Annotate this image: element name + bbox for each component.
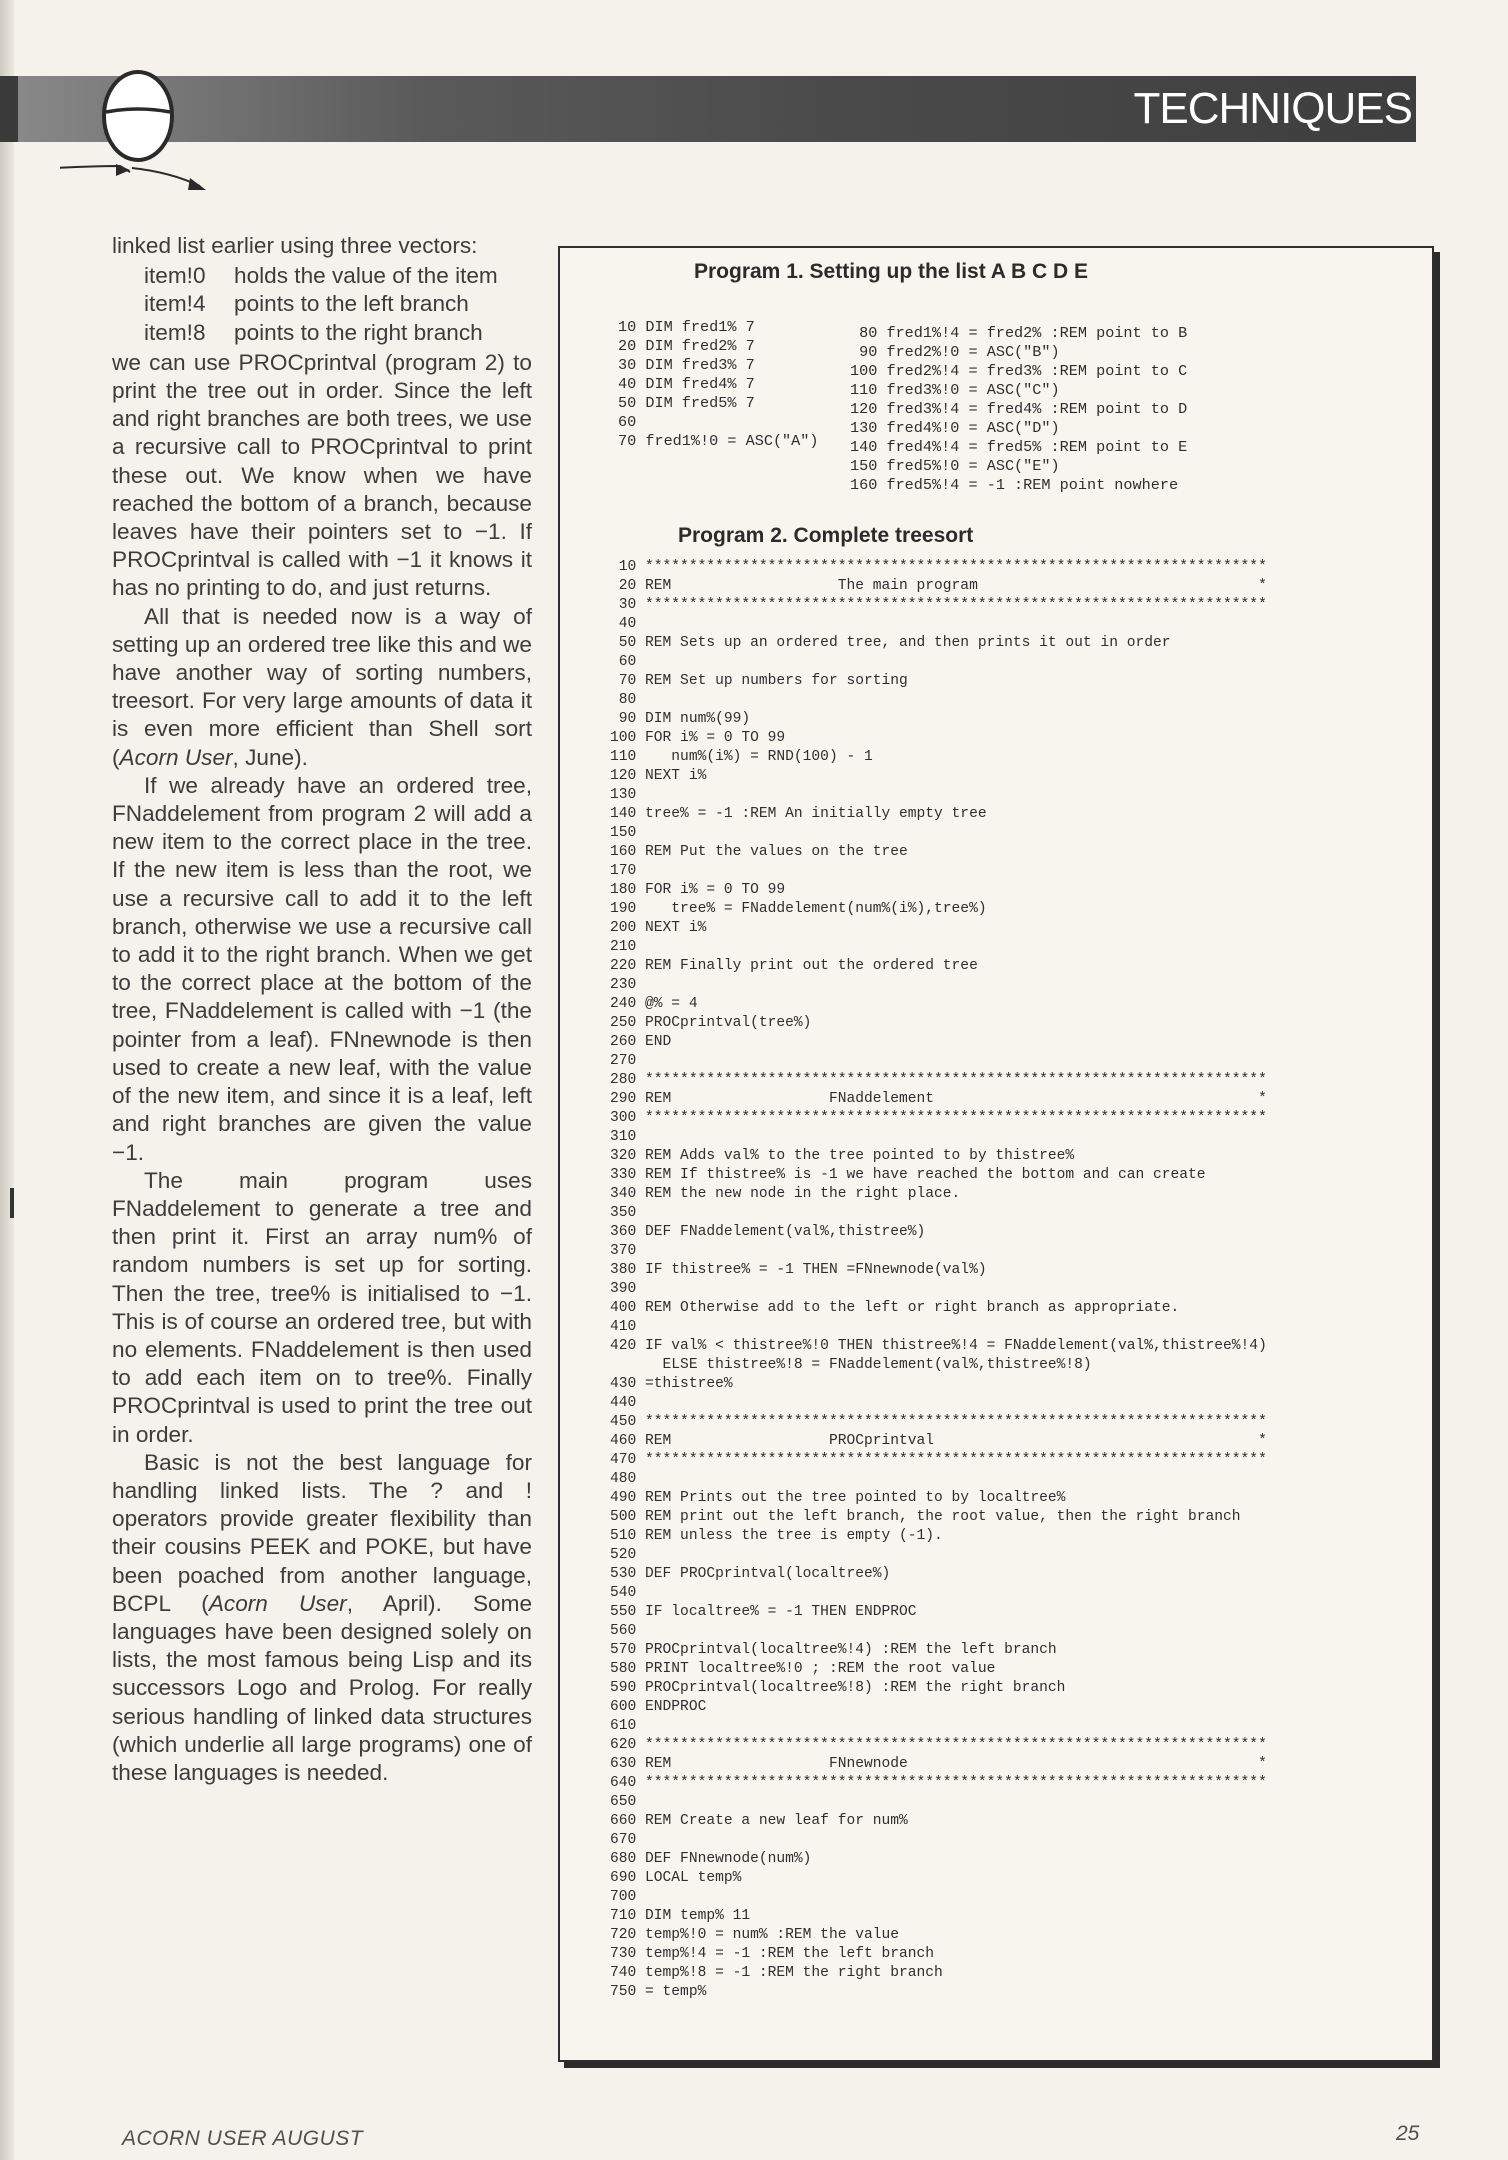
code-line: 20 DIM fred2% 7 [618,337,755,355]
code-line: 110 num%(i%) = RND(100) - 1 [610,749,873,765]
code-line: 440 [610,1395,637,1411]
code-line: 450 *********************************************************************** [610,1414,1267,1430]
code-line: 50 DIM fred5% 7 [618,394,755,412]
code-line: 620 *********************************************************************** [610,1737,1267,1753]
code-line: 690 LOCAL temp% [610,1870,742,1886]
list-item [112,262,532,290]
code-line: 570 PROCprintval(localtree%!4) :REM the left branch [610,1642,1057,1658]
item-key: item!4 [144,291,206,317]
code-line: 730 temp%!4 = -1 :REM the left branch [610,1946,935,1962]
code-line: 410 [610,1319,637,1335]
paragraph: we can use PROCprintval (program 2) to print the tree out in order. Since the left and right branches are both trees, we use a recursive call to PROCprintval to print these out. We know when we have reached the bottom of a branch, because leaves have their pointers set to −1. If PROCprintval is called with −1 it knows it has no printing to do, and just returns. [112,349,532,601]
code-line: 260 END [610,1034,672,1050]
code-line: 40 DIM fred4% 7 [618,375,755,393]
code-line: ELSE thistree%!8 = FNaddelement(val%,thistree%!8) [610,1357,1092,1373]
code-line: 210 [610,939,637,955]
list-item [112,319,532,347]
code-line: 270 [610,1053,637,1069]
code-line: 340 REM the new node in the right place. [610,1186,961,1202]
code-line: 720 temp%!0 = num% :REM the value [610,1927,900,1943]
paragraph-text: , June). [232,744,308,770]
code-line: 120 fred3%!4 = fred4% :REM point to D [850,400,1188,418]
code-line: 290 REM FNaddelement * [610,1091,1267,1107]
code-line: 90 DIM num%(99) [610,711,751,727]
code-line: 190 tree% = FNaddelement(num%(i%),tree%) [610,901,987,917]
code-line: 60 [618,413,637,431]
code-line: 550 IF localtree% = -1 THEN ENDPROC [610,1604,917,1620]
code-line: 350 [610,1205,637,1221]
program1-code-right [850,324,1187,495]
code-line: 590 PROCprintval(localtree%!8) :REM the right branch [610,1680,1066,1696]
code-line: 380 IF thistree% = -1 THEN =FNnewnode(val%) [610,1262,987,1278]
code-line: 160 REM Put the values on the tree [610,844,908,860]
code-line: 130 fred4%!0 = ASC("D") [850,419,1060,437]
code-line: 670 [610,1832,637,1848]
code-line: 70 fred1%!0 = ASC("A") [618,432,819,450]
code-line: 40 [610,616,637,632]
vector-list [112,262,532,347]
paragraph [112,603,532,772]
code-line: 480 [610,1471,637,1487]
code-line: 510 REM unless the tree is empty (-1). [610,1528,943,1544]
code-line: 140 fred4%!4 = fred5% :REM point to E [850,438,1188,456]
paragraph: The main program uses FNaddelement to generate a tree and then print it. First an array num% of random numbers is set up for sorting. Then the tree, tree% is initialised to −1. This is of course an ordered tree, but with no elements. FNaddelement is then used to add each item on to tree%. Finally PROCprintval is used to print the tree out in order. [112,1167,532,1447]
code-line: 30 DIM fred3% 7 [618,356,755,374]
egg-logo-icon [60,60,220,200]
code-line: 740 temp%!8 = -1 :REM the right branch [610,1965,943,1981]
code-line: 650 [610,1794,637,1810]
item-desc: points to the right branch [234,319,483,345]
code-line: 420 IF val% < thistree%!0 THEN thistree%!4 = FNaddelement(val%,thistree%!4) [610,1338,1267,1354]
code-line: 700 [610,1889,637,1905]
program2-title: Program 2. Complete treesort [678,524,974,547]
code-line: 640 *********************************************************************** [610,1775,1267,1791]
code-line: 240 @% = 4 [610,996,698,1012]
code-line: 560 [610,1623,637,1639]
code-line: 630 REM FNnewnode * [610,1756,1267,1772]
code-line: 150 fred5%!0 = ASC("E") [850,457,1060,475]
intro-line: linked list earlier using three vectors: [112,233,478,258]
program-listing-box [558,246,1434,2062]
paragraph-text: , April). Some languages have been designed solely on lists, the most famous being Lisp and its successors Logo and Prolog. For really serious handling of linked data structures (which underlie all large programs) one of these languages is needed. [112,1590,533,1785]
article-body [112,232,532,1787]
code-line: 10 DIM fred1% 7 [618,318,755,336]
code-line: 100 fred2%!4 = fred3% :REM point to C [850,362,1188,380]
code-line: 180 FOR i% = 0 TO 99 [610,882,786,898]
code-line: 470 *********************************************************************** [610,1452,1267,1468]
code-line: 400 REM Otherwise add to the left or right branch as appropriate. [610,1300,1180,1316]
code-line: 100 FOR i% = 0 TO 99 [610,730,786,746]
paragraph [112,1449,532,1787]
item-key: item!0 [144,263,206,289]
item-key: item!8 [144,319,206,345]
code-line: 200 NEXT i% [610,920,707,936]
code-line: 20 REM The main program * [610,578,1267,594]
code-line: 30 *********************************************************************** [610,597,1267,613]
code-line: 660 REM Create a new leaf for num% [610,1813,908,1829]
program1-code-left [618,318,819,451]
page-gutter-shadow [0,0,14,2160]
code-line: 610 [610,1718,637,1734]
paragraph: If we already have an ordered tree, FNaddelement from program 2 will add a new item to the correct place in the tree. If the new item is less than the root, we use a recursive call to add it to the left branch, otherwise we use a recursive call to add it to the right branch. When we get to the correct place at the bottom of the tree, FNaddelement is called with −1 (the pointer from a leaf). FNnewnode is then used to create a new leaf, with the value of the new item, and since it is a leaf, left and right branches are given the value −1. [112,772,532,1165]
code-line: 250 PROCprintval(tree%) [610,1015,812,1031]
code-line: 50 REM Sets up an ordered tree, and then prints it out in order [610,635,1171,651]
program1-title: Program 1. Setting up the list A B C D E [694,260,1088,283]
code-line: 360 DEF FNaddelement(val%,thistree%) [610,1224,926,1240]
code-line: 130 [610,787,637,803]
paragraph-text: Basic is not the best language for handling linked lists. The ? and ! operators provide greater flexibility than their cousins PEEK and POKE, but have been poached from another language, BCPL ( [112,1449,532,1616]
code-line: 280 *********************************************************************** [610,1072,1267,1088]
code-line: 330 REM If thistree% is -1 we have reached the bottom and can create [610,1167,1206,1183]
code-line: 120 NEXT i% [610,768,707,784]
code-line: 170 [610,863,637,879]
code-line: 220 REM Finally print out the ordered tree [610,958,978,974]
binding-mark [10,1188,14,1218]
code-line: 750 = temp% [610,1984,707,2000]
code-line: 500 REM print out the left branch, the root value, then the right branch [610,1509,1241,1525]
code-line: 370 [610,1243,637,1259]
code-line: 680 DEF FNnewnode(num%) [610,1851,812,1867]
code-line: 390 [610,1281,637,1297]
code-line: 70 REM Set up numbers for sorting [610,673,908,689]
code-line: 530 DEF PROCprintval(localtree%) [610,1566,891,1582]
code-line: 230 [610,977,637,993]
code-line: 580 PRINT localtree%!0 ; :REM the root value [610,1661,996,1677]
code-line: 60 [610,654,637,670]
code-line: 460 REM PROCprintval * [610,1433,1267,1449]
header-notch [0,76,18,142]
citation: Acorn User [208,1590,347,1616]
item-desc: holds the value of the item [234,263,498,289]
code-line: 140 tree% = -1 :REM An initially empty tree [610,806,987,822]
code-line: 490 REM Prints out the tree pointed to by localtree% [610,1490,1066,1506]
code-line: 80 fred1%!4 = fred2% :REM point to B [850,324,1188,342]
code-line: 320 REM Adds val% to the tree pointed to by thistree% [610,1148,1075,1164]
code-line: 150 [610,825,637,841]
code-line: 110 fred3%!0 = ASC("C") [850,381,1060,399]
code-line: 160 fred5%!4 = -1 :REM point nowhere [850,476,1179,494]
footer-magazine: ACORN USER AUGUST [122,2127,364,2150]
section-title: TECHNIQUES [1133,84,1412,133]
program2-code [610,558,1267,2002]
code-line: 710 DIM temp% 11 [610,1908,751,1924]
citation: Acorn User [119,744,233,770]
code-line: 310 [610,1129,637,1145]
code-line: 10 *********************************************************************** [610,559,1267,575]
paragraph-text: All that is needed now is a way of setting up an ordered tree like this and we have another way of sorting numbers, treesort. For very large amounts of data it is even more efficient than Shell sort ( [112,603,532,770]
code-line: 430 =thistree% [610,1376,733,1392]
list-item [112,290,532,318]
code-line: 540 [610,1585,637,1601]
code-line: 600 ENDPROC [610,1699,707,1715]
item-desc: points to the left branch [234,291,469,317]
code-line: 90 fred2%!0 = ASC("B") [850,343,1060,361]
code-line: 300 *********************************************************************** [610,1110,1267,1126]
code-line: 520 [610,1547,637,1563]
code-line: 80 [610,692,637,708]
footer-page-number: 25 [1396,2122,1420,2145]
